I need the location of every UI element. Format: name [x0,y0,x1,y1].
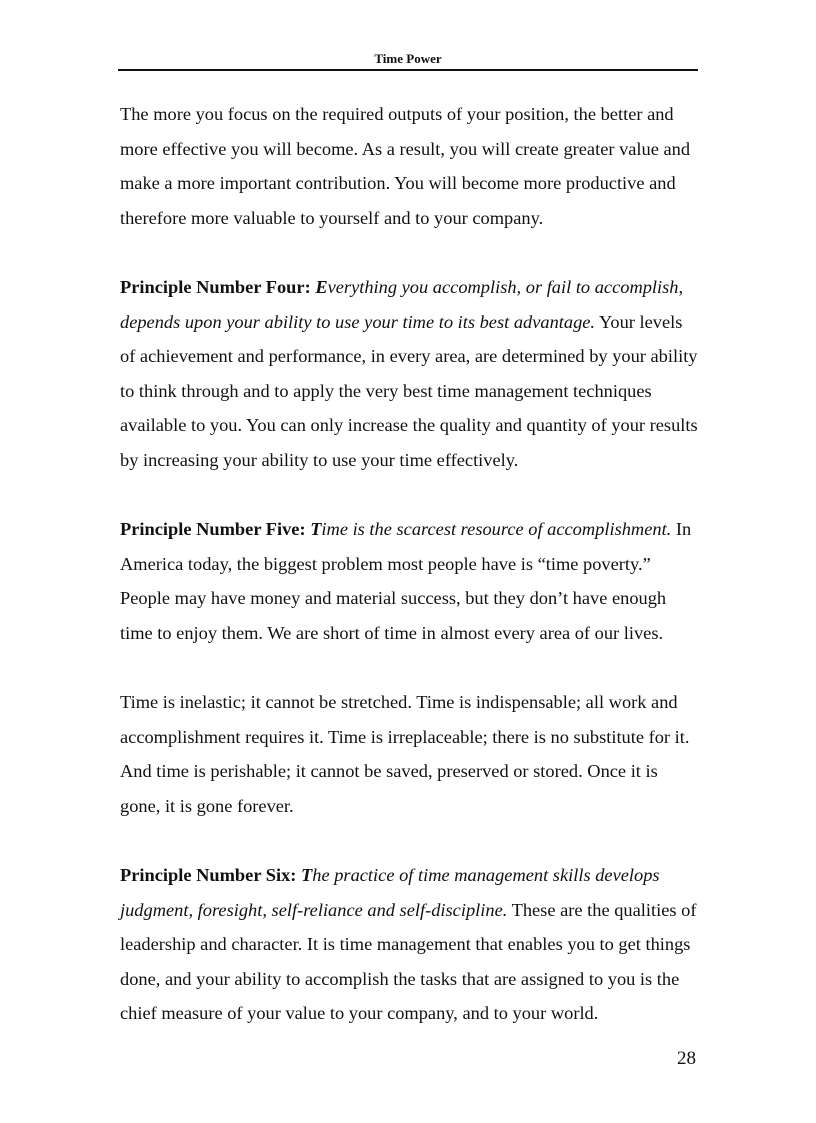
principle-initial: T [310,519,322,540]
principle-initial: T [301,865,313,886]
page-number: 28 [677,1048,696,1069]
principle-initial: E [315,276,328,297]
principle-statement: verything you accomplish, or fail to accomplish, depends upon your ability to use your time to its best advantage. [120,276,684,332]
paragraph-text: These are the qualities of leadership and character. It is time management that enables you to get things done, and your ability to accomplish the tasks that are assigned to you is the chief measure of your value to your company, and to your world. [120,899,697,1024]
paragraph-time-properties [120,685,700,823]
principle-statement: ime is the scarcest resource of accomplishment. [321,519,672,540]
principle-statement: he practice of time management skills develops judgment, foresight, self-reliance and self-discipline. [120,865,660,920]
page-body [120,97,700,1031]
paragraph-text: The more you focus on the required outputs of your position, the better and more effective you will become. As a result, you will create greater value and make a more important contribution. You will become more productive and therefore more valuable to yourself and to your company. [120,104,691,228]
header-rule [118,69,698,71]
principle-five [120,512,700,650]
principle-label: Principle Number Five: [120,519,306,540]
principle-six [120,858,700,1031]
paragraph-text: Time is inelastic; it cannot be stretched. Time is indispensable; all work and accomplishment requires it. Time is irreplaceable; there is no substitute for it. And time is perishable; it cannot be saved, preserved or stored. Once it is gone, it is gone forever. [120,692,690,816]
principle-label: Principle Number Six: [120,865,297,886]
principle-label: Principle Number Four: [120,276,311,297]
paragraph-text: In America today, the biggest problem most people have is “time poverty.” People may have money and material success, but they don’t have enough time to enjoy them. We are short of time in almost every area of our lives. [120,519,692,643]
paragraph-text: Your levels of achievement and performance, in every area, are determined by your ability to think through and to apply the very best time management techniques available to you. You can only increase the quality and quantity of your results by increasing your ability to use your time effectively. [120,311,698,470]
paragraph-outputs [120,97,700,235]
principle-four [120,270,700,478]
running-title: Time Power [374,51,442,66]
